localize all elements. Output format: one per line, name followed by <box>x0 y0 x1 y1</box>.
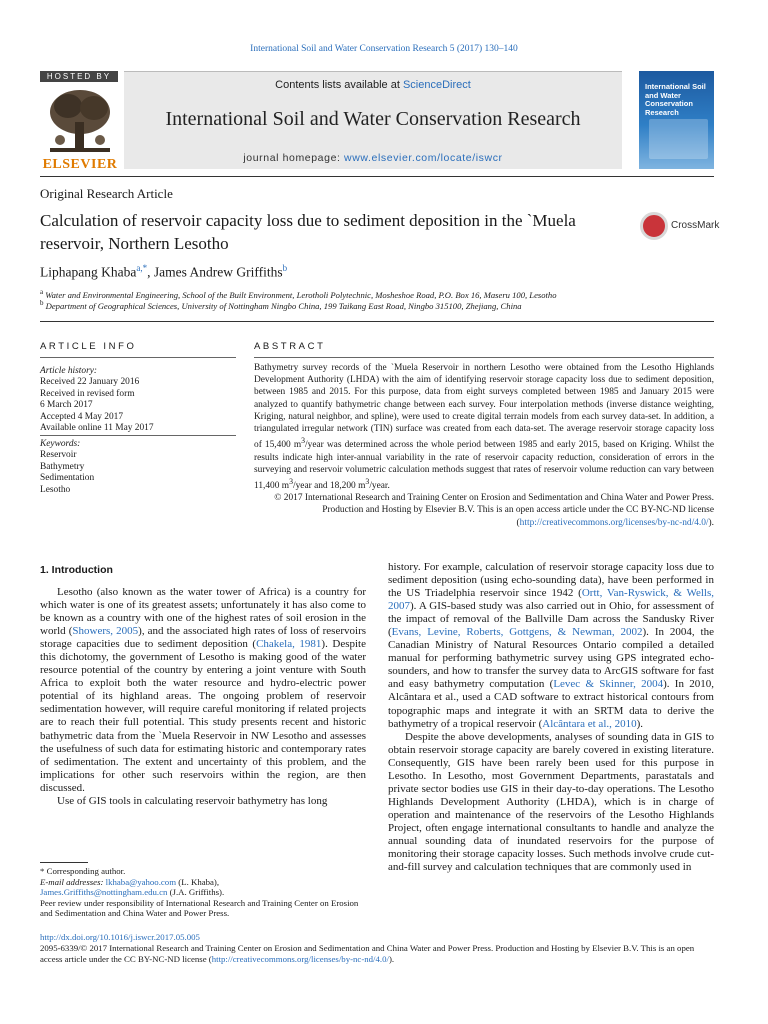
page-footer <box>40 932 714 964</box>
abstract-copyright: © 2017 International Research and Training Center on Erosion and Sedimentation and China Water and Power Press. Production and Hosting by Elsevier B.V. This is an open access article under the CC BY-NC-ND license (http://creativecommons.org/licenses/by-nc-nd/4.0/). <box>274 493 714 528</box>
article-history <box>40 366 236 434</box>
history-item: Accepted 4 May 2017 <box>40 411 124 422</box>
email-line: E-mail addresses: lkhaba@yahoo.com (L. Khaba), <box>40 876 220 887</box>
crossmark-icon <box>640 212 668 240</box>
citation-link[interactable]: Ortt, Van-Ryswick, & Wells, 2007 <box>388 587 715 613</box>
body-column-right <box>388 561 714 874</box>
author-name: Liphapang Khaba <box>40 264 137 280</box>
cover-title: International Soil and Water Conservation Research <box>645 82 706 117</box>
title-divider <box>40 321 714 322</box>
keywords-rule <box>40 435 236 436</box>
journal-cover-thumbnail[interactable] <box>639 71 714 169</box>
body-column-left <box>40 586 366 808</box>
citation-link[interactable]: Levec & Skinner, 2004 <box>553 678 664 691</box>
cover-illustration <box>649 119 708 159</box>
abstract-text: Bathymetry survey records of the `Muela Reservoir in northern Lesotho were obtained from the Lesotho Highlands Development Authority (LHDA) with the aim of identifying reservoir storage capacity loss due to sediment deposition, between 1985 and 2015. For this purpose, data from eight surveys completed between 1985 and January 2015 were analyzed to quantify bathymetric change between each survey. Four interpolation methods (inverse distance weighting, Kriging, natural neighbor, and spline), were used to create digital terrain models from each survey data-set. In addition, a triangulated irregular network (TIN) surface was created from each data-set. The average reservoir storage capacity loss of 15,400 $m^3$/year was determined across the whole period between 1985 and early 2015, based on Kriging. Whilst the results indicate high inter-annual variability in the rate of reservoir capacity reduction, consideration of errors in the surveying and reservoir volumetric calculation methods suggest that rates of reservoir volume reduction can vary between 11,400 $m^3$/year and 18,200 $m^3$/year. <box>254 363 714 492</box>
article-info-heading: ARTICLE INFO <box>40 341 137 352</box>
keyword: Bathymetry <box>40 461 85 472</box>
contents-line <box>124 79 622 91</box>
crossmark-label: CrossMark <box>671 220 720 231</box>
author-affiliation-link[interactable]: b <box>282 263 288 273</box>
journal-header <box>124 71 622 169</box>
author-list <box>40 263 287 281</box>
footnote-rule <box>40 862 88 863</box>
paragraph: Use of GIS tools in calculating reservoir bathymetry has long <box>57 794 328 807</box>
keywords-label: Keywords: <box>40 439 81 449</box>
article-title: Calculation of reservoir capacity loss due to sediment deposition in the `Muela reservoir, Northern Lesotho <box>40 211 576 253</box>
citation-link[interactable]: Evans, Levine, Roberts, Gottgens, & Newman, 2002 <box>391 626 643 639</box>
abstract-body <box>254 362 714 529</box>
affiliation-text: Water and Environmental Engineering, School of the Built Environment, Lerotholi Polytechnic, Mosheshoe Road, P.O. Box 16, Maseru 100, Lesotho <box>45 289 557 300</box>
journal-citation-link[interactable]: International Soil and Water Conservation Research 5 (2017) 130–140 <box>250 44 518 54</box>
crossmark-badge[interactable] <box>640 212 720 242</box>
hosted-by-label: HOSTED BY <box>40 71 118 82</box>
footnotes <box>40 866 366 919</box>
author-affiliation-link[interactable]: a,* <box>136 263 148 273</box>
paragraph: history. For example, calculation of reservoir storage capacity loss due to sediment deposition (using echo-sounding data), have been performed in the US Triadelphia reservoir since 1942 (Ortt, Van-Ryswick, & Wells, 2007). A GIS-based study was also carried out in Ohio, for assessment of the impact of removal of the Ballville Dam across the Sandusky River (Evans, Levine, Roberts, Gottgens, & Newman, 2002). In 2004, the Canadian Ministry of Natural Resources Ontario compiled a detailed manual for performing bathymetric survey using GPS integrated echo-sounders, and how to transfer the survey data to ArcGIS software for fast and easy bathymetry computation (Levec & Skinner, 2004). In 2010, Alcântara et al., used a CAD software to extract historical contours from topographic maps and integrate it with an SRTM data to derive the bathymetry of a tropical reservoir (Alcântara et al., 2010). <box>388 561 715 730</box>
history-item: Available online 11 May 2017 <box>40 423 154 434</box>
article-info-rule <box>40 357 236 358</box>
license-link[interactable]: http://creativecommons.org/licenses/by-nc-nd/4.0/ <box>519 517 709 528</box>
abstract-heading: ABSTRACT <box>254 341 326 352</box>
email-link[interactable]: lkhaba@yahoo.com <box>105 876 177 887</box>
homepage-prefix: journal homepage: <box>243 152 345 164</box>
citation-link[interactable]: Alcântara et al., 2010 <box>542 717 637 730</box>
history-item: 6 March 2017 <box>40 400 93 411</box>
issn-line: 2095-6339/© 2017 International Research and Training Center on Erosion and Sedimentation and China Water and Power Press. Production and Hosting by Elsevier B.V. This is an open access article under the CC BY-NC-ND license (http://creativecommons.org/licenses/by-nc-nd/4.0/). <box>40 942 695 964</box>
keywords-block <box>40 439 236 496</box>
license-link[interactable]: http://creativecommons.org/licenses/by-nc-nd/4.0/ <box>211 953 389 964</box>
abstract-rule <box>254 357 714 358</box>
citation-link[interactable]: Showers, 2005 <box>72 625 139 638</box>
email-line: James.Griffiths@nottingham.edu.cn (J.A. Griffiths). <box>40 887 225 898</box>
doi-link[interactable]: http://dx.doi.org/10.1016/j.iswcr.2017.05.005 <box>40 932 200 942</box>
corresponding-author-note: * Corresponding author. <box>40 866 126 876</box>
journal-title: International Soil and Water Conservation Research <box>165 108 581 130</box>
history-item: Received 22 January 2016 <box>40 377 140 388</box>
keyword: Reservoir <box>40 450 77 461</box>
contents-prefix: Contents lists available at <box>275 79 403 91</box>
author-separator: , <box>147 264 154 280</box>
homepage-link[interactable]: www.elsevier.com/locate/iswcr <box>344 152 503 164</box>
history-item: Received in revised form <box>40 388 135 399</box>
affiliation-mark: a <box>40 288 44 296</box>
elsevier-wordmark: ELSEVIER <box>42 157 118 172</box>
journal-homepage <box>124 152 622 164</box>
section-heading-introduction: 1. Introduction <box>40 564 113 576</box>
paragraph: Lesotho (also known as the water tower of Africa) is a country for which water is one of its greatest assets; unfortunately it has also come to be known as a country with one of the highest rates of soil erosion in the world (Showers, 2005), and the associated high rates of loss of reservoirs storage capacities due to sediment deposition (Chakela, 1981). Despite this dichotomy, the government of Lesotho is making good of the water resource potential of the country by entering a joint venture with South Africa to exploit both the water resource and hydro-electric power potential of its highland areas. The ongoing problem of reservoir sedimentation however, will require careful monitoring if related projects are to reach their full potential. This study presents recent and historic bathymetric data from the `Muela Reservoir in NW Lesotho and assesses the usefulness of such data for estimating historic and contemporary rates of sedimentation. The extent and uncertainty of this problem, and the implications for other such reservoirs within the region, are then discussed. <box>40 586 367 794</box>
sciencedirect-link[interactable]: ScienceDirect <box>402 79 471 91</box>
history-label: Article history: <box>40 366 98 376</box>
header-divider <box>40 176 714 177</box>
keyword: Sedimentation <box>40 473 95 484</box>
author-name: James Andrew Griffiths <box>153 264 283 280</box>
affiliation-text: Department of Geographical Sciences, University of Nottingham Ningbo China, 199 Taikang East Road, Ningbo 315100, Zhejiang, China <box>45 300 522 311</box>
peer-review-note: Peer review under responsibility of International Research and Training Center on Erosion and Sedimentation and China Water and Power Press. <box>40 897 359 919</box>
citation-link[interactable]: Chakela, 1981 <box>256 638 322 651</box>
email-link[interactable]: James.Griffiths@nottingham.edu.cn <box>40 887 168 898</box>
affiliation-mark: b <box>40 299 44 307</box>
article-type: Original Research Article <box>40 186 173 201</box>
keyword: Lesotho <box>40 484 71 495</box>
paragraph: Despite the above developments, analyses of sounding data in GIS to obtain reservoir storage capacity are barely covered in existing literature. Consequently, GIS have been rarely been used for this purpose in Lesotho. In Lesotho, most Government Departments, parastatals and private sector bodies use GIS in their day-to-day operations. The Lesotho Highlands Development Authority (LHDA), which is in charge of operation and maintenance of the reservoirs of the Lesotho Highlands Project, often engage international consultants to handle and analyze the annual sounding data of inundated reservoirs for the purpose of monitoring their storage capacity losses. Such methods involve crude cut-and-fill survey and calculation techniques that are commonly used in <box>388 730 714 874</box>
affiliation-b <box>40 299 714 311</box>
